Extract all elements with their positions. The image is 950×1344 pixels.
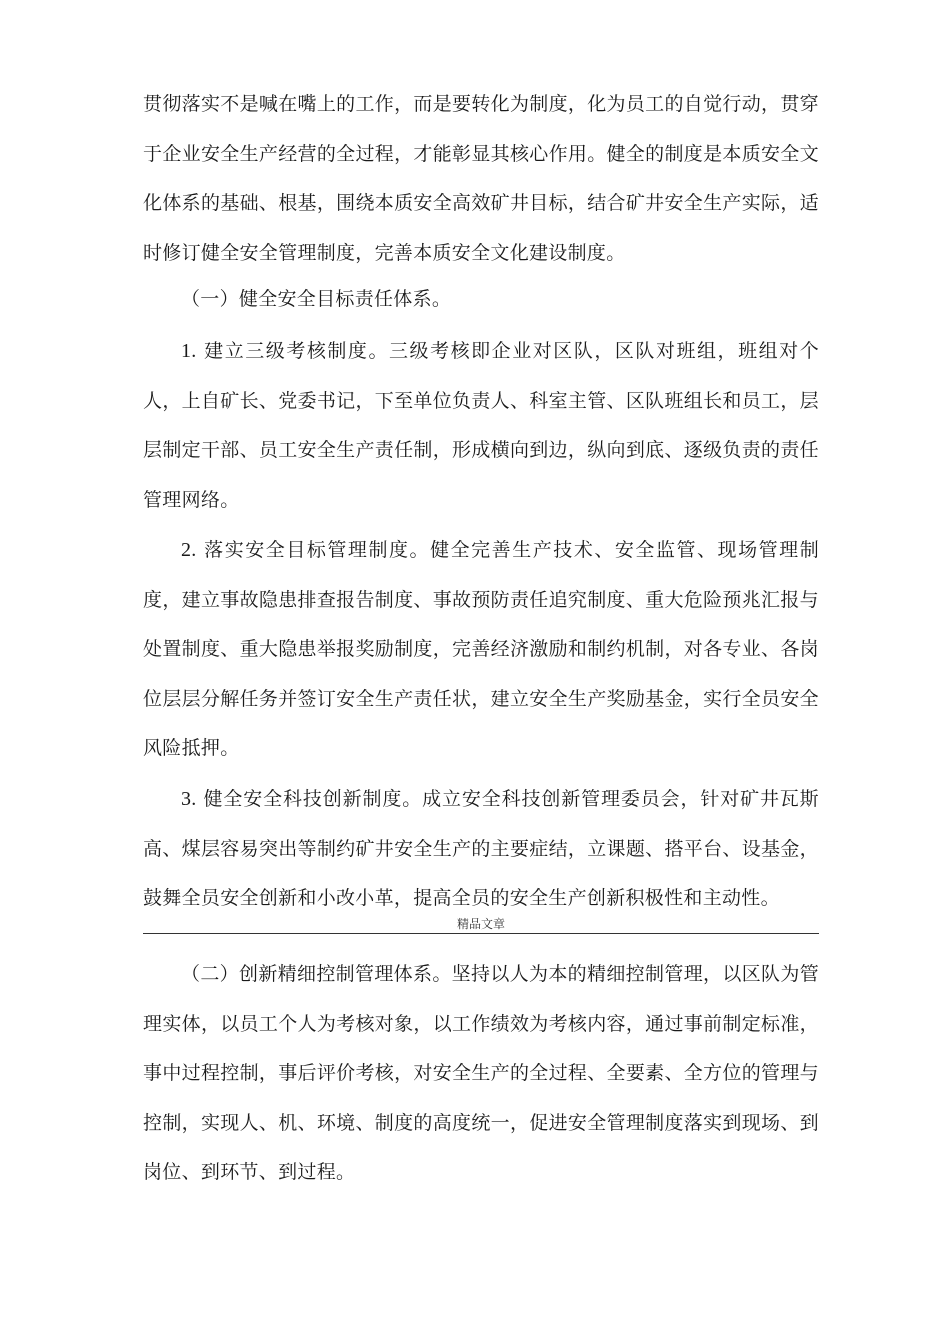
list-item-2-text: 落实安全目标管理制度。健全完善生产技术、安全监管、现场管理制度，建立事故隐患排查报告制度、事故预防责任追究制度、重大危险预兆汇报与处置制度、重大隐患举报奖励制度，完善经济激励和制约机制，对各专业、各岗位层层分解任务并签订安全生产责任状，建立安全生产奖励基金，实行全员安全风险抵押。 [143,539,819,759]
footer-divider [143,933,819,934]
page-footer-label: 精品文章 [456,917,505,931]
section-2-paragraph: （二）创新精细控制管理体系。坚持以人为本的精细控制管理，以区队为管理实体，以员工个人为考核对象，以工作绩效为考核内容，通过事前制定标准，事中过程控制，事后评价考核，对安全生产的全过程、全要素、全方位的管理与控制，实现人、机、环境、制度的高度统一，促进安全管理制度落实到现场、到岗位、到环节、到过程。 [143,963,819,1183]
section-heading-1: （一）健全安全目标责任体系。 [181,288,452,310]
list-item-3-number: 3. [181,788,197,810]
list-item-3 [143,775,819,924]
list-item-1-text: 建立三级考核制度。三级考核即企业对区队，区队对班组，班组对个人，上自矿长、党委书记，下至单位负责人、科室主管、区队班组长和员工，层层制定干部、员工安全生产责任制，形成横向到边，纵向到底、逐级负责的责任管理网络。 [143,340,819,511]
list-item-2-number: 2. [181,539,197,561]
list-item-1 [143,327,819,525]
list-item-3-text: 健全安全科技创新制度。成立安全科技创新管理委员会，针对矿井瓦斯高、煤层容易突出等制约矿井安全生产的主要症结，立课题、搭平台、设基金，鼓舞全员安全创新和小改小革，提高全员的安全生产创新积极性和主动性。 [143,788,819,909]
list-item-2 [143,526,819,774]
continuation-paragraph: 贯彻落实不是喊在嘴上的工作，而是要转化为制度，化为员工的自觉行动，贯穿于企业安全生产经营的全过程，才能彰显其核心作用。健全的制度是本质安全文化体系的基础、根基，围绕本质安全高效矿井目标，结合矿井安全生产实际，适时修订健全安全管理制度，完善本质安全文化建设制度。 [143,93,819,264]
list-item-1-number: 1. [181,340,197,362]
